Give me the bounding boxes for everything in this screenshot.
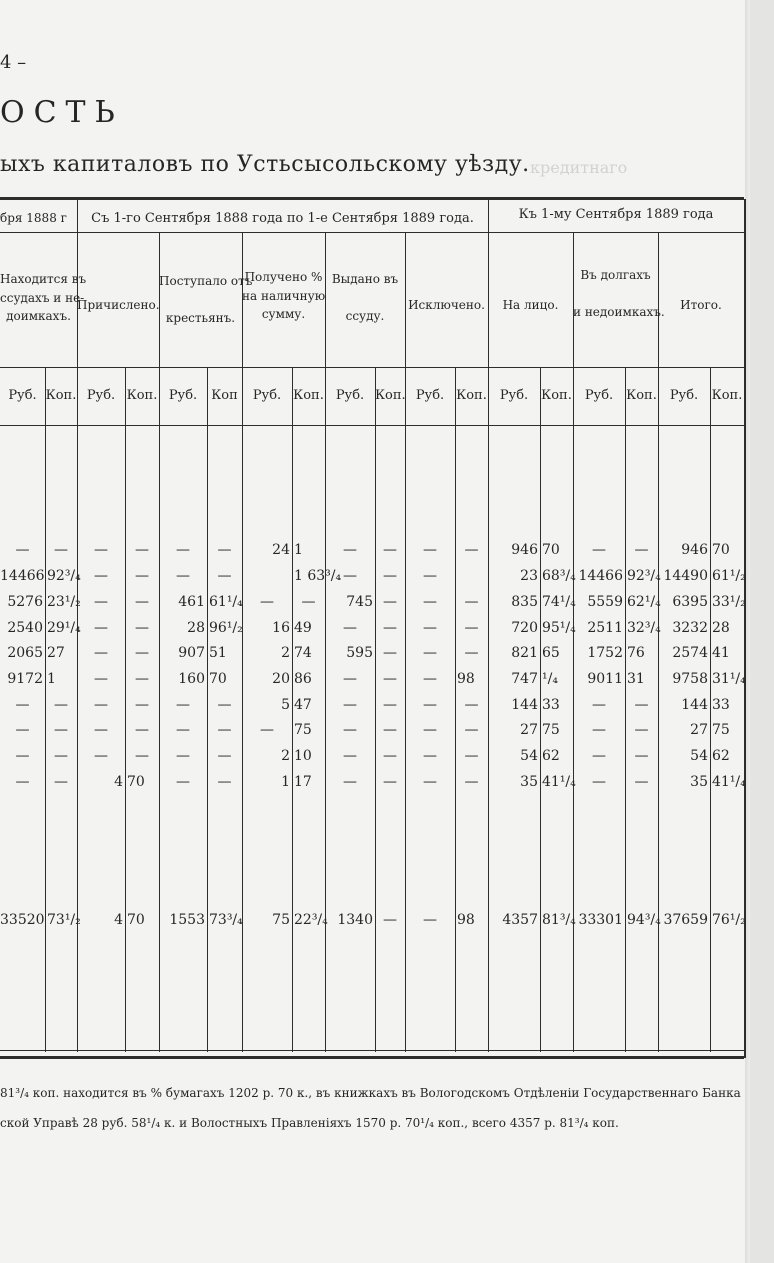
unit-kop-label: Коп. [456, 388, 487, 403]
table-row-5-rub: 821 [511, 645, 538, 661]
table-row-9-rub: — [592, 748, 606, 764]
table-row-2-kop: — [217, 568, 232, 584]
unit-rub-label: Руб. [669, 388, 699, 403]
table-row-9-rub: — [423, 748, 437, 764]
table-row-1-kop: — [383, 542, 397, 558]
subcolumn-rule [292, 367, 293, 1052]
table-row-8-kop: 75 [712, 722, 730, 738]
table-row-10-rub: 4 [114, 774, 123, 790]
table-row-9-kop: — [634, 748, 649, 764]
period-mid-header: Съ 1-го Сентября 1888 года по 1-е Сентября 1889 года. [91, 211, 474, 226]
table-row-6-kop: 31¹/₄ [712, 671, 746, 687]
table-row-4-rub: 16 [272, 620, 290, 636]
table-row-3-rub: 745 [346, 594, 373, 610]
table-row-6-rub: 160 [178, 671, 205, 687]
table-row-6-rub: — [343, 671, 357, 687]
table-row-4-kop: — [464, 620, 479, 636]
table-row-8-kop: — [135, 722, 149, 738]
table-row-10-kop: — [217, 774, 232, 790]
column-header-on-hand: На лицо. [502, 298, 559, 312]
table-row-10-rub: — [343, 774, 357, 790]
table-row-4-rub: 720 [511, 620, 538, 636]
table-row-3-kop: 33¹/₂ [712, 594, 746, 610]
column-header-debts: Въ долгахъ и недоимкахъ. [573, 268, 665, 320]
table-row-6-rub: — [423, 671, 437, 687]
table-row-5-rub: 1752 [587, 645, 623, 661]
table-row-8-rub: — [260, 722, 274, 738]
table-row-9-kop: — [464, 748, 479, 764]
table-row-10-kop: 41¹/₄ [542, 774, 576, 790]
table-row-2-kop: 61¹/₂ [712, 568, 746, 584]
column-header-located: Находится въ ссудахъ и не- доимкахъ. [0, 272, 87, 324]
totals-row-kop: 73³/₄ [209, 912, 243, 928]
table-units-rule-top [0, 367, 744, 368]
table-row-7-rub: — [343, 697, 357, 713]
table-row-7-rub: — [176, 697, 190, 713]
table-row-4-rub: 2511 [587, 620, 623, 636]
table-row-4-rub: 3232 [672, 620, 708, 636]
unit-kop-label: Коп [211, 388, 238, 403]
table-row-2-rub: 14466 [0, 568, 45, 584]
period-right-header: Къ 1-му Сентября 1889 года [518, 207, 714, 222]
column-header-total: Итого. [680, 298, 722, 312]
table-row-5-kop: 27 [47, 645, 65, 661]
table-row-10-kop: — [383, 774, 397, 790]
table-row-6-kop: 86 [294, 671, 312, 687]
table-row-6-rub: 9011 [587, 671, 623, 687]
table-row-6-kop: 31 [627, 671, 645, 687]
table-row-10-rub: 1 [281, 774, 290, 790]
table-top-rule [0, 197, 744, 200]
table-row-3-kop: — [464, 594, 479, 610]
table-row-3-rub: 5276 [7, 594, 43, 610]
table-row-6-rub: 20 [272, 671, 290, 687]
column-header-received-pct: Получено % на наличную сумму. [242, 270, 326, 322]
table-row-7-rub: — [592, 697, 606, 713]
table-bottom-rule-1 [0, 1050, 744, 1051]
table-row-4-kop: 95¹/₄ [542, 620, 576, 636]
table-row-1-rub: 24 [272, 542, 290, 558]
table-row-5-rub: 595 [346, 645, 373, 661]
table-row-2-kop: 92³/₄ [47, 568, 81, 584]
table-row-6-rub: — [94, 671, 108, 687]
table-row-6-rub: 9172 [7, 671, 43, 687]
column-rule [159, 232, 160, 1052]
totals-row-rub: 33301 [578, 912, 623, 928]
table-row-4-kop: 32³/₄ [627, 620, 661, 636]
table-row-9-rub: — [176, 748, 190, 764]
table-row-4-kop: — [383, 620, 397, 636]
table-row-8-rub: 27 [520, 722, 538, 738]
unit-rub-label: Руб. [252, 388, 282, 403]
bleed-through-text: кредитнаго [530, 158, 628, 177]
totals-row-rub: — [423, 912, 437, 928]
table-row-5-rub: — [423, 645, 437, 661]
table-row-4-kop: 96¹/₂ [209, 620, 243, 636]
table-row-3-rub: — [423, 594, 437, 610]
table-row-8-kop: 75 [542, 722, 560, 738]
table-row-6-kop: ¹/₄ [542, 671, 558, 687]
unit-kop-label: Коп. [45, 388, 77, 403]
column-header-issued: Выдано въ ссуду. [331, 272, 399, 324]
column-header-credited: Причислено. [77, 298, 160, 312]
table-row-7-rub: 144 [511, 697, 538, 713]
table-row-4-kop: — [135, 620, 149, 636]
table-row-9-kop: — [217, 748, 232, 764]
totals-row-kop: 94³/₄ [627, 912, 661, 928]
table-row-9-kop: — [54, 748, 68, 764]
column-header-received-peasants: Поступало отъ крестьянъ. [159, 274, 253, 326]
table-row-7-rub: 144 [681, 697, 708, 713]
subcolumn-rule [540, 367, 541, 1052]
table-row-8-rub: 27 [690, 722, 708, 738]
page-gutter [750, 0, 774, 1263]
table-row-10-kop: — [54, 774, 68, 790]
table-row-7-kop: — [383, 697, 397, 713]
table-row-1-rub: — [592, 542, 606, 558]
table-row-2-rub: — [176, 568, 190, 584]
footnote-line-2: ской Управѣ 28 руб. 58¹/₄ к. и Волостныхъ Правленіяхъ 1570 р. 70¹/₄ коп., всего 4357 р. 81³/₄ коп. [0, 1116, 619, 1130]
page-title: ОСТЬ [0, 95, 124, 130]
table-row-3-rub: 6395 [672, 594, 708, 610]
table-row-1-rub: — [94, 542, 108, 558]
table-row-10-rub: — [592, 774, 606, 790]
unit-kop-label: Коп. [626, 388, 657, 403]
table-row-3-kop: 61¹/₄ [209, 594, 243, 610]
table-row-6-kop: — [383, 671, 397, 687]
table-row-4-kop: 49 [294, 620, 312, 636]
column-rule [242, 232, 243, 1052]
table-row-1-kop: — [54, 542, 68, 558]
table-row-7-kop: — [54, 697, 68, 713]
unit-kop-label: Коп. [541, 388, 572, 403]
unit-kop-label: Коп. [293, 388, 324, 403]
table-row-10-rub: — [15, 774, 30, 790]
table-row-1-kop: — [135, 542, 149, 558]
table-row-5-kop: — [135, 645, 149, 661]
table-row-8-rub: — [423, 722, 437, 738]
table-row-7-kop: 33 [712, 697, 730, 713]
totals-row-kop: 73¹/₂ [47, 912, 81, 928]
table-row-9-kop: 62 [712, 748, 730, 764]
totals-row-kop: 76¹/₂ [712, 912, 746, 928]
table-row-2-kop: 92³/₄ [627, 568, 661, 584]
table-row-4-kop: 28 [712, 620, 730, 636]
unit-rub-label: Руб. [584, 388, 614, 403]
table-row-10-rub: 35 [520, 774, 538, 790]
table-row-3-kop: 74¹/₄ [542, 594, 576, 610]
table-row-9-rub: — [15, 748, 30, 764]
table-row-1-rub: — [343, 542, 357, 558]
table-row-9-rub: 54 [690, 748, 708, 764]
table-row-1-rub: — [176, 542, 190, 558]
table-row-7-kop: 33 [542, 697, 560, 713]
unit-rub-label: Руб. [335, 388, 365, 403]
table-row-1-rub: 946 [511, 542, 538, 558]
table-row-1-kop: — [634, 542, 649, 558]
table-row-3-kop: 23¹/₂ [47, 594, 81, 610]
table-row-5-rub: 2574 [672, 645, 708, 661]
column-rule [405, 232, 406, 1052]
table-row-10-kop: — [634, 774, 649, 790]
unit-kop-label: Коп. [126, 388, 158, 403]
table-row-3-rub: 5559 [587, 594, 623, 610]
table-row-8-rub: — [94, 722, 108, 738]
table-row-8-kop: — [217, 722, 232, 738]
table-row-2-rub: 14490 [663, 568, 708, 584]
table-header-rule [0, 232, 744, 233]
table-row-6-kop: 98 [457, 671, 475, 687]
table-row-9-rub: 54 [520, 748, 538, 764]
table-row-7-kop: — [135, 697, 149, 713]
totals-row-rub: 4 [114, 912, 123, 928]
table-row-3-kop: 62¹/₄ [627, 594, 661, 610]
table-row-9-rub: — [94, 748, 108, 764]
table-row-1-kop: — [217, 542, 232, 558]
table-row-6-rub: 9758 [672, 671, 708, 687]
table-row-5-kop: 51 [209, 645, 227, 661]
column-rule [658, 232, 659, 1052]
table-row-10-rub: — [176, 774, 190, 790]
table-row-2-rub: — [343, 568, 357, 584]
table-row-9-kop: — [383, 748, 397, 764]
table-row-6-kop: 70 [209, 671, 227, 687]
table-row-10-rub: — [423, 774, 437, 790]
table-row-9-kop: — [135, 748, 149, 764]
table-row-8-kop: 75 [294, 722, 312, 738]
table-row-1-kop: — [464, 542, 479, 558]
table-row-10-rub: 35 [690, 774, 708, 790]
totals-row-rub: 1553 [169, 912, 205, 928]
table-row-5-kop: 76 [627, 645, 645, 661]
table-row-7-kop: — [217, 697, 232, 713]
table-row-5-kop: — [464, 645, 479, 661]
table-row-6-kop: 1 [47, 671, 56, 687]
unit-kop-label: Коп. [375, 388, 406, 403]
table-row-7-kop: 47 [294, 697, 312, 713]
unit-rub-label: Руб. [86, 388, 116, 403]
unit-rub-label: Руб. [168, 388, 198, 403]
unit-rub-label: Руб. [499, 388, 529, 403]
table-row-8-rub: — [15, 722, 30, 738]
table-row-10-kop: 41¹/₄ [712, 774, 746, 790]
table-row-7-kop: — [464, 697, 479, 713]
table-row-7-kop: — [634, 697, 649, 713]
table-row-8-rub: — [592, 722, 606, 738]
column-rule [325, 232, 326, 1052]
table-row-7-rub: — [94, 697, 108, 713]
table-row-8-kop: — [634, 722, 649, 738]
table-row-10-kop: 70 [127, 774, 145, 790]
table-row-9-kop: 62 [542, 748, 560, 764]
table-row-2-kop: 68³/₄ [542, 568, 576, 584]
table-row-9-rub: 2 [281, 748, 290, 764]
table-row-7-rub: — [423, 697, 437, 713]
table-row-4-rub: — [343, 620, 357, 636]
table-units-rule-bottom [0, 425, 744, 426]
table-row-7-rub: — [15, 697, 30, 713]
table-row-5-kop: 65 [542, 645, 560, 661]
page-number: 4 – [0, 52, 27, 73]
table-row-10-kop: 17 [294, 774, 312, 790]
period-left-header: бря 1888 г [0, 211, 67, 225]
table-row-3-rub: 461 [178, 594, 205, 610]
totals-row-rub: 1340 [337, 912, 373, 928]
table-row-5-rub: — [94, 645, 108, 661]
table-row-1-kop: 70 [712, 542, 730, 558]
table-row-2-rub: — [94, 568, 108, 584]
unit-rub-label: Руб. [415, 388, 445, 403]
table-row-3-rub: 835 [511, 594, 538, 610]
table-row-1-kop: 1 [294, 542, 303, 558]
column-rule [573, 232, 574, 1052]
table-row-9-rub: — [343, 748, 357, 764]
column-header-excluded: Исключено. [408, 298, 485, 312]
table-row-1-rub: 946 [681, 542, 708, 558]
table-row-8-rub: — [176, 722, 190, 738]
table-row-7-rub: 5 [281, 697, 290, 713]
table-row-3-rub: — [94, 594, 108, 610]
table-row-5-rub: 2065 [7, 645, 43, 661]
totals-row-kop: 70 [127, 912, 145, 928]
table-row-3-kop: — [383, 594, 397, 610]
table-row-1-kop: 70 [542, 542, 560, 558]
table-row-4-rub: — [94, 620, 108, 636]
totals-row-rub: 75 [272, 912, 290, 928]
table-row-3-kop: — [301, 594, 316, 610]
table-row-5-kop: 74 [294, 645, 312, 661]
table-row-2-rub: — [423, 568, 437, 584]
table-row-8-kop: — [464, 722, 479, 738]
unit-kop-label: Коп. [711, 388, 743, 403]
subcolumn-rule [710, 367, 711, 1052]
table-row-5-rub: 907 [178, 645, 205, 661]
table-row-3-rub: — [260, 594, 274, 610]
table-row-3-kop: — [135, 594, 149, 610]
table-row-2-kop: — [383, 568, 397, 584]
table-row-6-rub: 747 [511, 671, 538, 687]
table-row-8-rub: — [343, 722, 357, 738]
table-row-5-kop: 41 [712, 645, 730, 661]
table-bottom-rule-2 [0, 1056, 744, 1059]
page-subtitle: ыхъ капиталовъ по Устьсысольскому уѣзду. [0, 152, 530, 177]
footnote-line-1: 81³/₄ коп. находится въ % бумагахъ 1202 р. 70 к., въ книжкахъ въ Вологодскомъ Отдѣленіи Государственнаго Банка [0, 1086, 741, 1100]
table-row-2-kop: — [135, 568, 149, 584]
table-row-2-kop: 1 63³/₄ [294, 568, 342, 584]
totals-row-rub: 4357 [502, 912, 538, 928]
table-row-8-kop: — [54, 722, 68, 738]
table-row-4-rub: — [423, 620, 437, 636]
totals-row-rub: 37659 [663, 912, 708, 928]
table-row-5-rub: 2 [281, 645, 290, 661]
totals-row-kop: 98 [457, 912, 475, 928]
table-row-4-rub: 28 [187, 620, 205, 636]
totals-row-rub: 33520 [0, 912, 45, 928]
table-row-6-kop: — [135, 671, 149, 687]
table-row-4-kop: 29¹/₄ [47, 620, 81, 636]
table-row-10-kop: — [464, 774, 479, 790]
totals-row-kop: — [383, 912, 397, 928]
table-row-1-rub: — [423, 542, 437, 558]
table-row-9-kop: 10 [294, 748, 312, 764]
table-row-2-rub: 14466 [578, 568, 623, 584]
table-row-4-rub: 2540 [7, 620, 43, 636]
unit-rub-label: Руб. [8, 388, 37, 403]
table-row-5-kop: — [383, 645, 397, 661]
totals-row-kop: 22³/₄ [294, 912, 328, 928]
table-row-2-rub: 23 [520, 568, 538, 584]
table-row-1-rub: — [15, 542, 30, 558]
table-row-8-kop: — [383, 722, 397, 738]
totals-row-kop: 81³/₄ [542, 912, 576, 928]
